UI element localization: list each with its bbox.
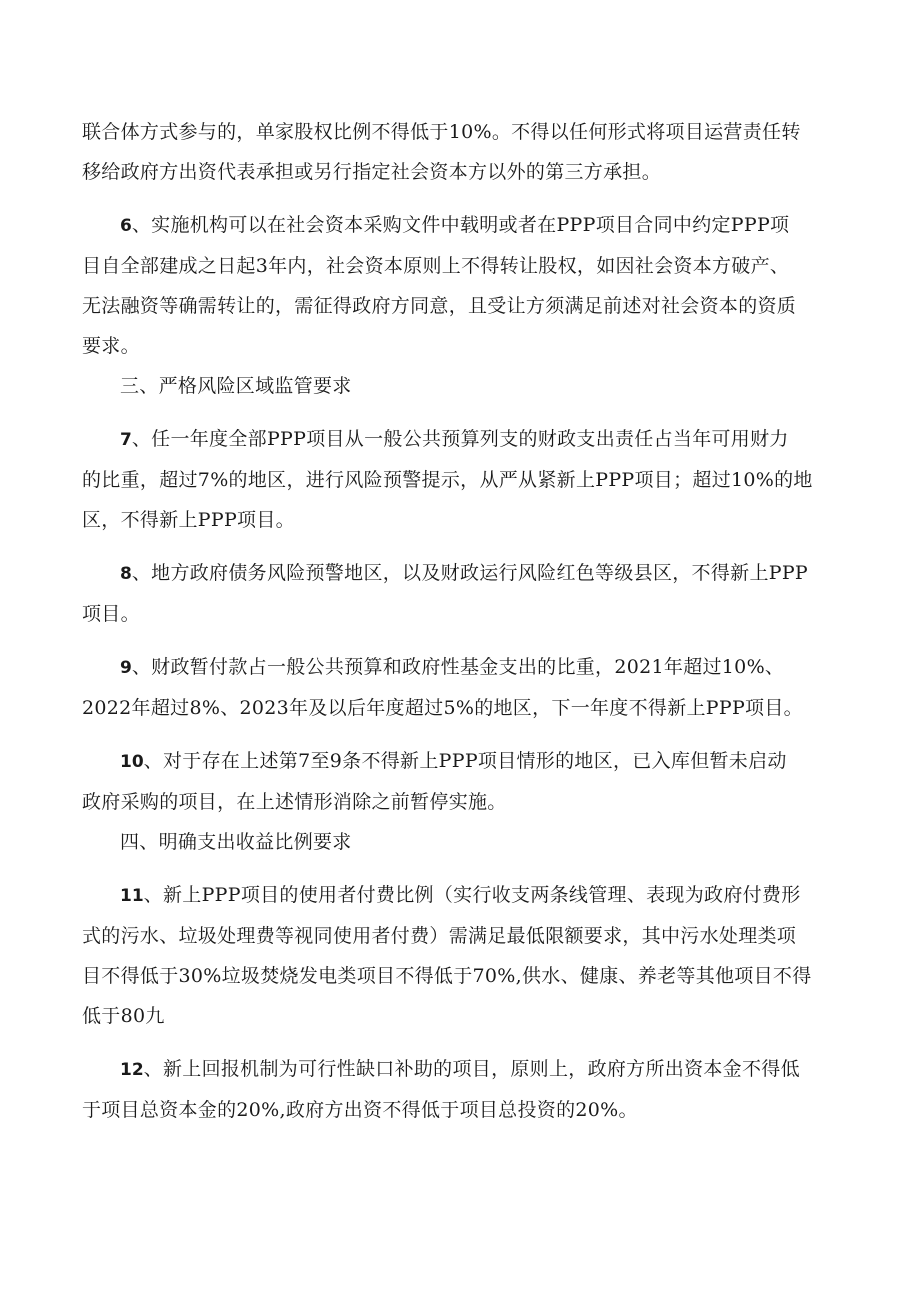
text-line	[82, 741, 838, 782]
text-line	[82, 875, 838, 916]
text-line	[82, 419, 838, 460]
paragraph-8	[82, 553, 838, 634]
text-line: 联合体方式参与的，单家股权比例不得低于10%。不得以任何形式将项目运营责任转	[82, 121, 801, 143]
text-line: 政府采购的项目，在上述情形消除之前暂停实施。	[82, 791, 507, 813]
text-line: 要求。	[82, 335, 140, 357]
clause-text: 、任一年度全部PPP项目从一般公共预算列支的财政支出责任占当年可用财力	[131, 428, 789, 450]
text-line: 于项目总资本金的20%,政府方出资不得低于项目总投资的20%。	[82, 1099, 638, 1121]
section-heading-4: 四、明确支出收益比例要求	[120, 831, 352, 853]
clause-number: 8	[120, 564, 132, 584]
clause-text: 、对于存在上述第7至9条不得新上PPP项目情形的地区，已入库但暂未启动	[143, 750, 787, 772]
paragraph-11	[82, 875, 838, 1036]
text-line: 2022年超过8%、2023年及以后年度超过5%的地区，下一年度不得新上PPP项目。	[82, 697, 803, 719]
text-line	[82, 205, 838, 246]
text-line: 的比重，超过7%的地区，进行风险预警提示，从严从紧新上PPP项目；超过10%的地	[82, 469, 813, 491]
section-heading-3: 三、严格风险区域监管要求	[120, 375, 352, 397]
text-line: 目不得低于30%垃圾焚烧发电类项目不得低于70%,供水、健康、养老等其他项目不得	[82, 965, 812, 987]
paragraph-6	[82, 205, 838, 366]
clause-text: 、地方政府债务风险预警地区，以及财政运行风险红色等级县区，不得新上PPP	[131, 562, 808, 584]
document-page	[82, 112, 838, 1130]
clause-number: 10	[120, 752, 144, 772]
text-line: 移给政府方出资代表承担或另行指定社会资本方以外的第三方承担。	[82, 161, 662, 183]
text-line	[82, 1049, 838, 1090]
clause-text: 、财政暂付款占一般公共预算和政府性基金支出的比重，2021年超过10%、	[131, 656, 785, 678]
paragraph-10	[82, 741, 838, 822]
text-line: 式的污水、垃圾处理费等视同使用者付费）需满足最低限额要求，其中污水处理类项	[82, 925, 797, 947]
text-line	[82, 553, 838, 594]
clause-text: 、新上PPP项目的使用者付费比例（实行收支两条线管理、表现为政府付费形	[143, 884, 801, 906]
clause-text: 、实施机构可以在社会资本采购文件中载明或者在PPP项目合同中约定PPP项	[131, 214, 790, 236]
paragraph-12	[82, 1049, 838, 1130]
text-line	[82, 647, 838, 688]
clause-number: 12	[120, 1060, 144, 1080]
clause-number: 7	[120, 430, 132, 450]
text-line: 目自全部建成之日起3年内，社会资本原则上不得转让股权，如因社会资本方破产、	[82, 255, 790, 277]
text-line: 项目。	[82, 603, 140, 625]
text-line: 无法融资等确需转让的，需征得政府方同意，且受让方须满足前述对社会资本的资质	[82, 295, 797, 317]
clause-number: 6	[120, 216, 132, 236]
paragraph-7	[82, 419, 838, 540]
text-line: 低于80九	[82, 1005, 165, 1027]
paragraph-9	[82, 647, 838, 728]
clause-text: 、新上回报机制为可行性缺口补助的项目，原则上，政府方所出资本金不得低	[143, 1058, 800, 1080]
clause-number: 11	[120, 886, 144, 906]
paragraph-5-continuation	[82, 112, 838, 192]
clause-number: 9	[120, 658, 132, 678]
text-line: 区，不得新上PPP项目。	[82, 509, 295, 531]
